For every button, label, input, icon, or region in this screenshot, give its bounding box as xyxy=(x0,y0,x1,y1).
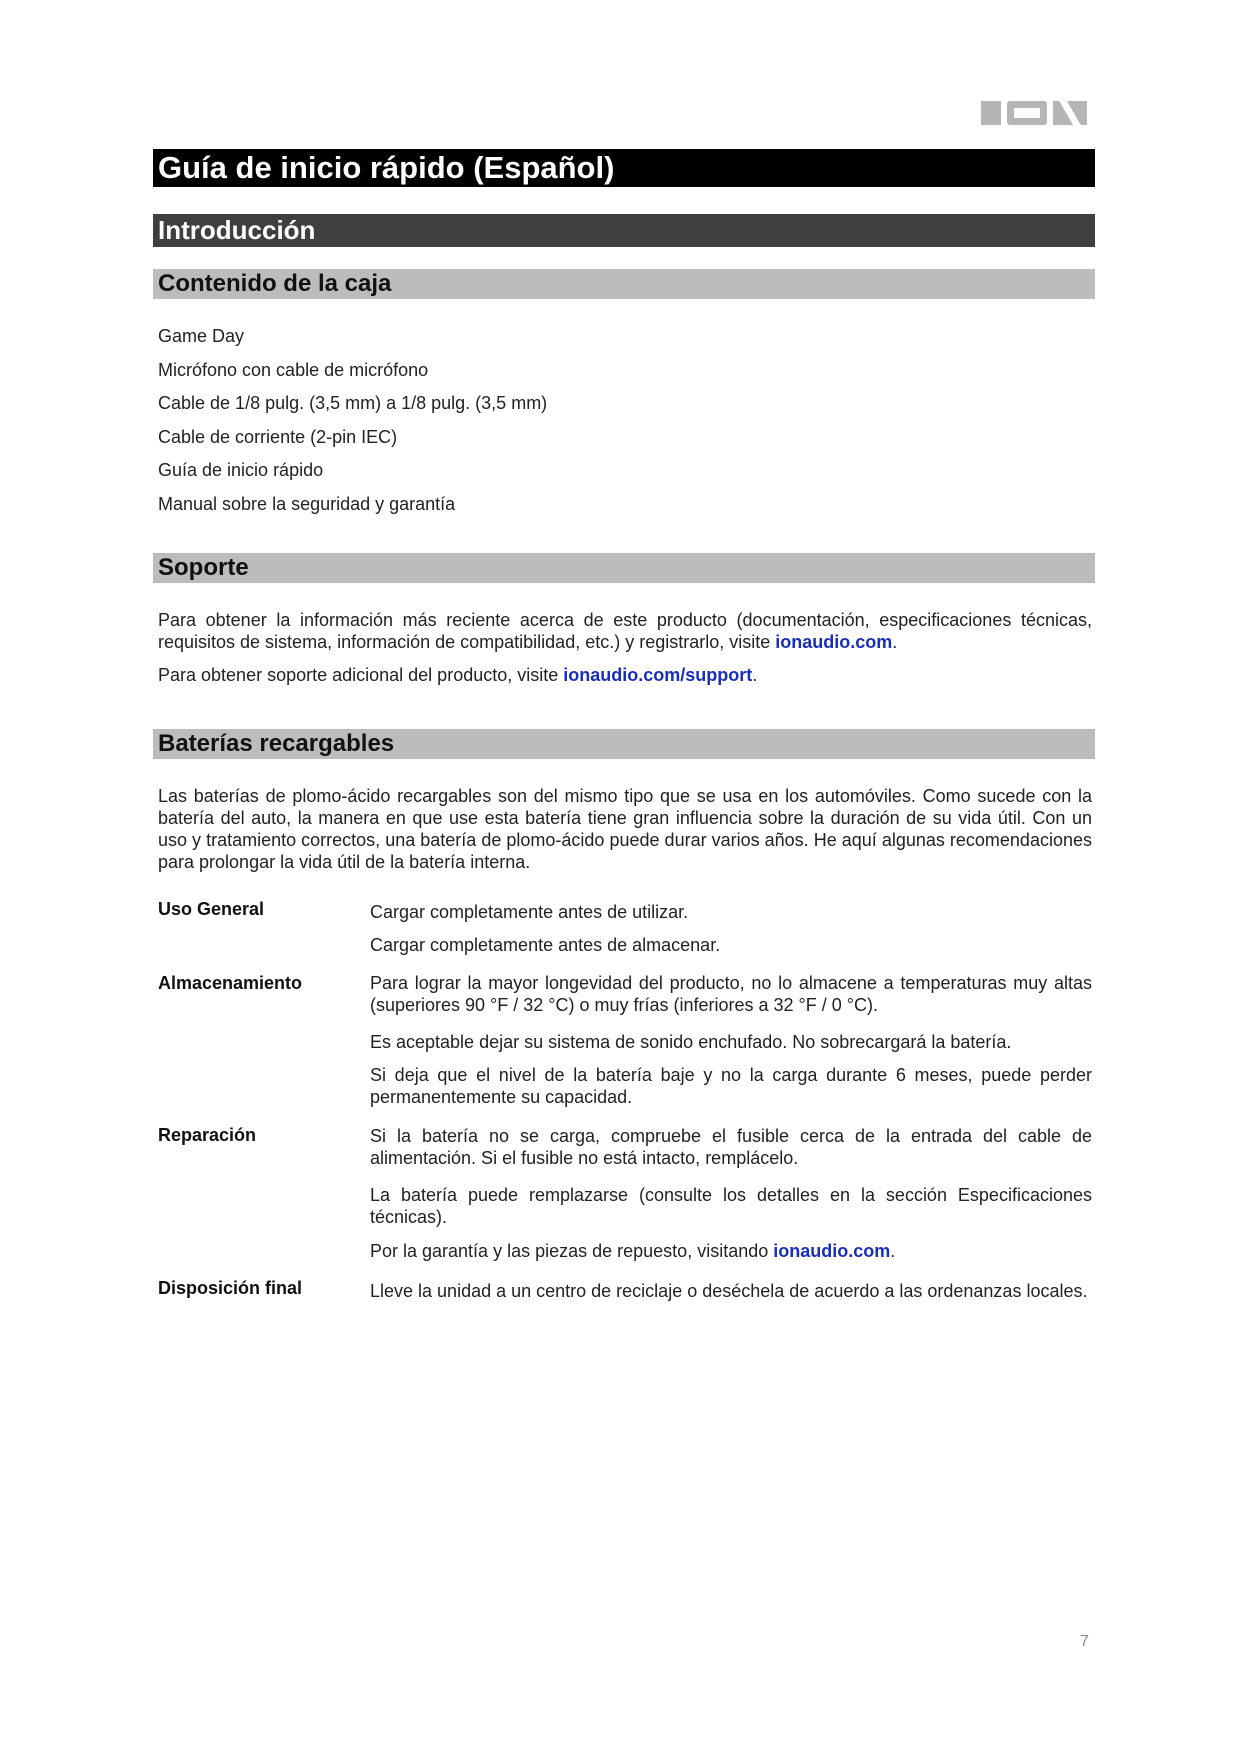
repair-item-2: La batería puede remplazarse (consulte los detalles en la sección Especificaciones técnicas). xyxy=(370,1185,1092,1227)
disposal-item-1: Lleve la unidad a un centro de reciclaje o deséchela de acuerdo a las ordenanzas locales. xyxy=(370,1281,1088,1301)
ionaudio-link[interactable]: ionaudio.com xyxy=(773,1241,891,1261)
page-title: Guía de inicio rápido (Español) xyxy=(153,149,1095,187)
ion-logo xyxy=(981,101,1087,125)
list-item: Manual sobre la seguridad y garantía xyxy=(158,493,456,514)
batteries-intro: Las baterías de plomo-ácido recargables son del mismo tipo que se usa en los automóviles. Como sucede con la batería del auto, la manera en que use esta batería tiene gran influencia sobre la duración de su vida útil. Con un uso y tratamiento correctos, una batería de plomo-ácido puede durar varios años. He aquí algunas recomendaciones para prolongar la vida útil de la batería interna. xyxy=(158,786,1092,872)
support-paragraph-1: Para obtener la información más reciente acerca de este producto (documentación, especificaciones técnicas, requisitos de sistema, información de compatibilidad, etc.) y registrarlo, visite ionaudio.com. xyxy=(158,610,1092,652)
general-use-item-2: Cargar completamente antes de almacenar. xyxy=(370,935,721,955)
storage-item-3: Si deja que el nivel de la batería baje y no la carga durante 6 meses, puede perder permanentemente su capacidad. xyxy=(370,1065,1092,1107)
storage-item-1: Para lograr la mayor longevidad del producto, no lo almacene a temperaturas muy altas (superiores 90 °F / 32 °C) o muy frías (inferiores a 32 °F / 0 °C). xyxy=(370,973,1092,1015)
disposal-label: Disposición final xyxy=(158,1278,303,1298)
page-number: 7 xyxy=(1080,1633,1089,1650)
list-item: Micrófono con cable de micrófono xyxy=(158,359,429,380)
intro-heading: Introducción xyxy=(153,214,1095,247)
ionaudio-link[interactable]: ionaudio.com xyxy=(775,632,893,652)
list-item: Cable de corriente (2-pin IEC) xyxy=(158,426,398,447)
batteries-heading: Baterías recargables xyxy=(153,729,1095,759)
support-paragraph-2: Para obtener soporte adicional del producto, visite ionaudio.com/support. xyxy=(158,665,758,685)
ionaudio-support-link[interactable]: ionaudio.com/support xyxy=(563,665,753,685)
repair-label: Reparación xyxy=(158,1125,257,1145)
list-item: Game Day xyxy=(158,326,245,346)
storage-label: Almacenamiento xyxy=(158,973,303,993)
general-use-item-1: Cargar completamente antes de utilizar. xyxy=(370,902,689,922)
general-use-label: Uso General xyxy=(158,899,265,919)
storage-item-2: Es aceptable dejar su sistema de sonido enchufado. No sobrecargará la batería. xyxy=(370,1032,1012,1052)
list-item: Guía de inicio rápido xyxy=(158,460,324,480)
box-contents-list xyxy=(158,326,547,527)
repair-item-1: Si la batería no se carga, compruebe el fusible cerca de la entrada del cable de alimentación. Si el fusible no está intacto, remplácelo. xyxy=(370,1126,1092,1168)
box-contents-heading: Contenido de la caja xyxy=(153,269,1095,299)
list-item: Cable de 1/8 pulg. (3,5 mm) a 1/8 pulg. (3,5 mm) xyxy=(158,393,548,413)
repair-item-3: Por la garantía y las piezas de repuesto, visitando ionaudio.com. xyxy=(370,1241,896,1261)
support-heading: Soporte xyxy=(153,553,1095,583)
